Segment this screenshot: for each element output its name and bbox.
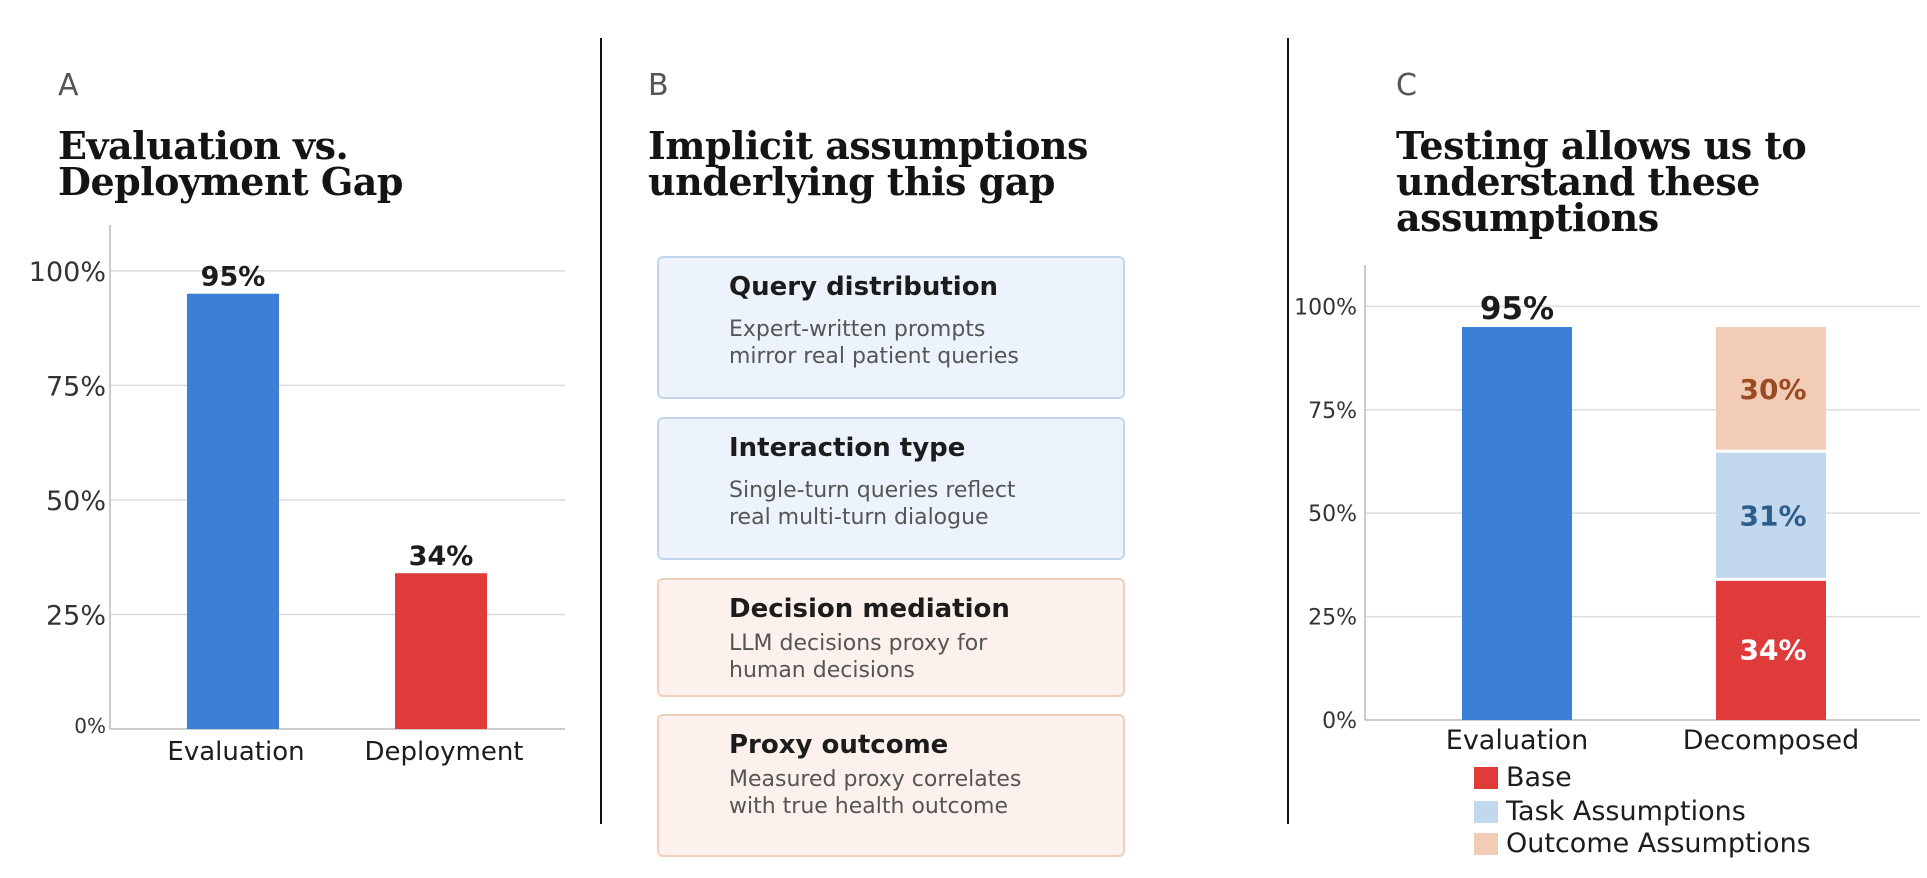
y-tick-label: 75% (45, 371, 106, 403)
assumption-title: Decision mediation (729, 594, 1010, 624)
assumption-desc-line1: Single-turn queries reflect (729, 478, 1016, 503)
legend-item-outcome-assumptions (1474, 828, 1811, 859)
panel-a-title-line2: Deployment Gap (58, 159, 404, 204)
panel-b-title-line1: Implicit assumptions (648, 123, 1088, 168)
y-tick-label: 0% (1322, 709, 1357, 734)
assumption-desc-line1: Expert-written prompts (729, 317, 986, 342)
assumption-description (729, 477, 1109, 531)
y-tick-label: 25% (45, 600, 106, 632)
y-tick-label: 0% (74, 714, 106, 738)
panel-b-letter: B (648, 68, 669, 103)
data-label: 34% (408, 541, 474, 573)
y-tick-label: 50% (1308, 502, 1357, 528)
legend-label: Outcome Assumptions (1506, 828, 1811, 859)
divider-ab (600, 38, 602, 824)
data-label: 30% (1739, 373, 1807, 407)
assumption-card-interaction-type (657, 417, 1125, 560)
assumption-description (729, 630, 1109, 684)
assumption-title: Query distribution (729, 272, 999, 302)
divider-bc (1287, 38, 1289, 824)
assumption-desc-line2: real multi-turn dialogue (729, 505, 989, 530)
x-tick-label: Evaluation (167, 737, 305, 767)
assumption-description (729, 766, 1109, 820)
y-tick-label: 100% (28, 256, 106, 288)
assumption-title: Interaction type (729, 433, 966, 463)
panel-b-title (648, 123, 1088, 204)
panel-c-title-line1: Testing allows us to (1396, 123, 1807, 168)
legend-item-base (1474, 762, 1572, 793)
y-tick-label: 25% (1308, 605, 1357, 631)
panel-b-title-line2: underlying this gap (648, 159, 1055, 204)
assumption-card-query-distribution (657, 256, 1125, 399)
legend-label: Base (1506, 762, 1572, 793)
bar-deployment (395, 573, 487, 729)
data-label: 31% (1739, 499, 1807, 533)
assumption-desc-line2: with true health outcome (729, 794, 1008, 819)
panel-c-letter: C (1396, 68, 1417, 103)
assumption-card-decision-mediation (657, 578, 1125, 697)
x-tick-label: Evaluation (1445, 725, 1589, 756)
chart-a (0, 0, 600, 878)
assumption-description (729, 316, 1109, 370)
x-tick-label: Deployment (364, 737, 524, 767)
assumption-desc-line1: Measured proxy correlates (729, 767, 1022, 792)
chart-c (1290, 0, 1927, 878)
legend-swatch (1474, 833, 1498, 855)
data-label: 95% (200, 261, 266, 293)
assumption-desc-line2: mirror real patient queries (729, 344, 1019, 369)
assumption-desc-line1: LLM decisions proxy for (729, 631, 988, 656)
legend-label: Task Assumptions (1506, 796, 1746, 827)
panel-a-title-line1: Evaluation vs. (58, 123, 349, 168)
legend-item-task-assumptions (1474, 796, 1746, 827)
assumption-title: Proxy outcome (729, 730, 949, 760)
x-tick-label: Decomposed (1682, 725, 1860, 756)
bar-evaluation (1462, 327, 1572, 720)
bar-evaluation (187, 294, 279, 729)
panel-c-title-line3: assumptions (1396, 195, 1659, 240)
data-label: 34% (1739, 633, 1807, 667)
legend-swatch (1474, 767, 1498, 789)
assumption-desc-line2: human decisions (729, 658, 915, 683)
legend-swatch (1474, 801, 1498, 823)
y-tick-label: 75% (1308, 398, 1357, 424)
y-tick-label: 50% (45, 485, 106, 517)
y-tick-label: 100% (1294, 295, 1357, 321)
data-label: 95% (1479, 291, 1555, 328)
assumption-card-proxy-outcome (657, 714, 1125, 857)
panel-a-letter: A (58, 68, 79, 103)
panel-c-title-line2: understand these (1396, 159, 1760, 204)
